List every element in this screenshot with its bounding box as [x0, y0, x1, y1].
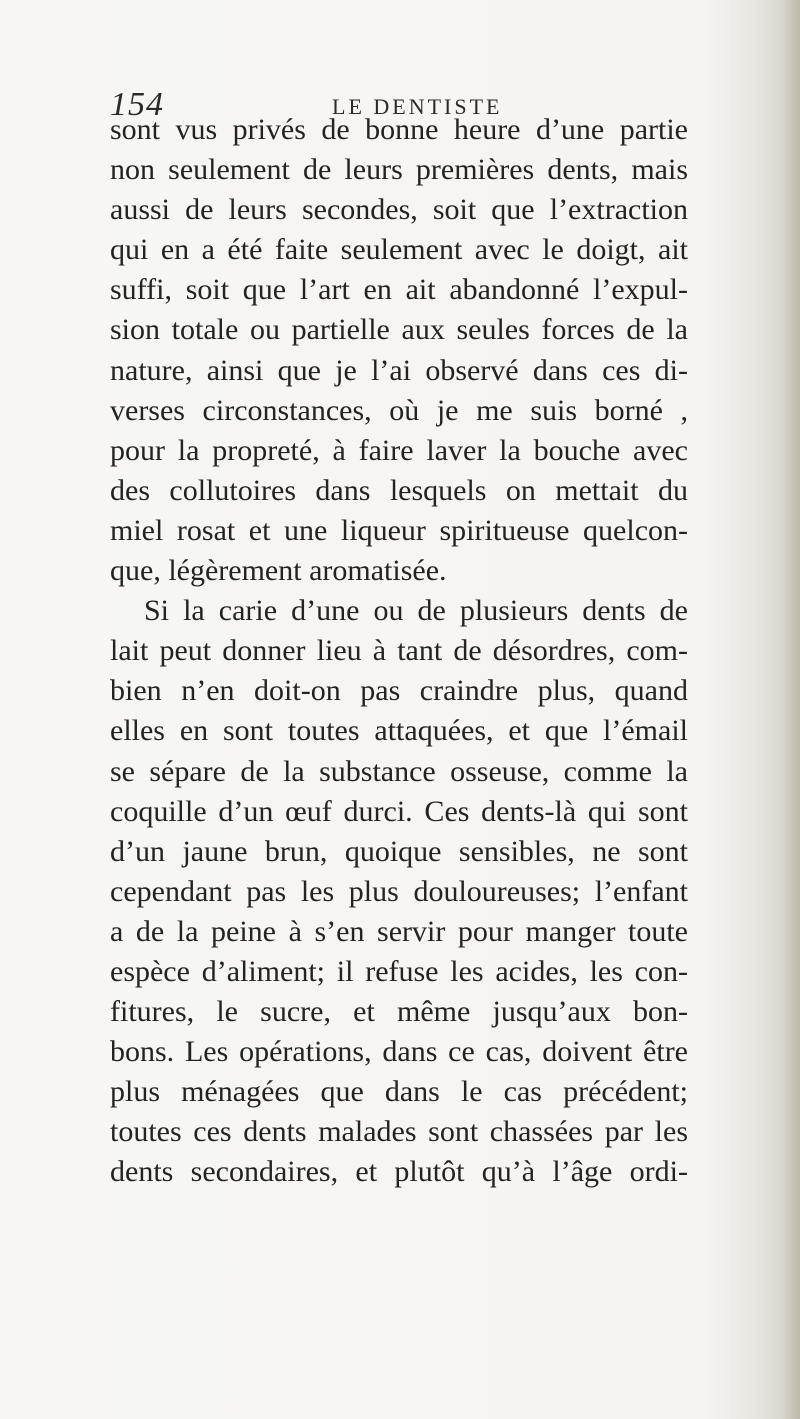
text-line: a de la peine à s’en servir pour manger toute	[110, 914, 688, 948]
running-title: LE DENTISTE	[332, 94, 503, 119]
text-line: toutes ces dents malades sont chassées par les	[110, 1115, 688, 1149]
text-line: qui en a été faite seulement avec le doigt, ait	[110, 233, 688, 267]
text-line: verses circonstances, où je me suis borné ,	[110, 393, 688, 427]
text-line: Si la carie d’une ou de plusieurs dents de	[144, 594, 688, 628]
text-line: que, légèrement aromatisée.	[110, 554, 447, 588]
text-line: se sépare de la substance osseuse, comme la	[110, 754, 688, 788]
text-line: suffi, soit que l’art en ait abandonné l’expul-	[110, 273, 688, 307]
text-line: elles en sont toutes attaquées, et que l’émail	[110, 714, 688, 748]
text-line: miel rosat et une liqueur spiritueuse quelcon-	[110, 513, 688, 547]
text-line: bons. Les opérations, dans ce cas, doivent être	[110, 1035, 688, 1069]
text-line: pour la propreté, à faire laver la bouche avec	[110, 433, 688, 467]
text-line: cependant pas les plus douloureuses; l’enfant	[110, 874, 688, 908]
text-line: des collutoires dans lesquels on mettait du	[110, 473, 688, 507]
page-edge-shadow	[782, 0, 800, 1419]
text-line: espèce d’aliment; il refuse les acides, les con-	[110, 954, 688, 988]
text-line: dents secondaires, et plutôt qu’à l’âge ordi-	[110, 1155, 688, 1189]
text-line: plus ménagées que dans le cas précédent;	[110, 1075, 688, 1109]
body-text	[110, 110, 688, 1193]
text-line: nature, ainsi que je l’ai observé dans ces di-	[110, 353, 688, 387]
text-line: bien n’en doit-on pas craindre plus, quand	[110, 674, 688, 708]
text-line: lait peut donner lieu à tant de désordres, com-	[110, 634, 688, 668]
text-line: fitures, le sucre, et même jusqu’aux bon-	[110, 995, 688, 1029]
text-line: d’un jaune brun, quoique sensibles, ne sont	[110, 834, 688, 868]
text-line: coquille d’un œuf durci. Ces dents-là qui sont	[110, 794, 688, 828]
text-line: aussi de leurs secondes, soit que l’extraction	[110, 193, 688, 227]
text-line: sont vus privés de bonne heure d’une partie	[110, 113, 688, 146]
text-line: non seulement de leurs premières dents, mais	[110, 153, 688, 187]
page-number: 154	[110, 86, 164, 123]
text-line: sion totale ou partielle aux seules forces de la	[110, 313, 688, 347]
